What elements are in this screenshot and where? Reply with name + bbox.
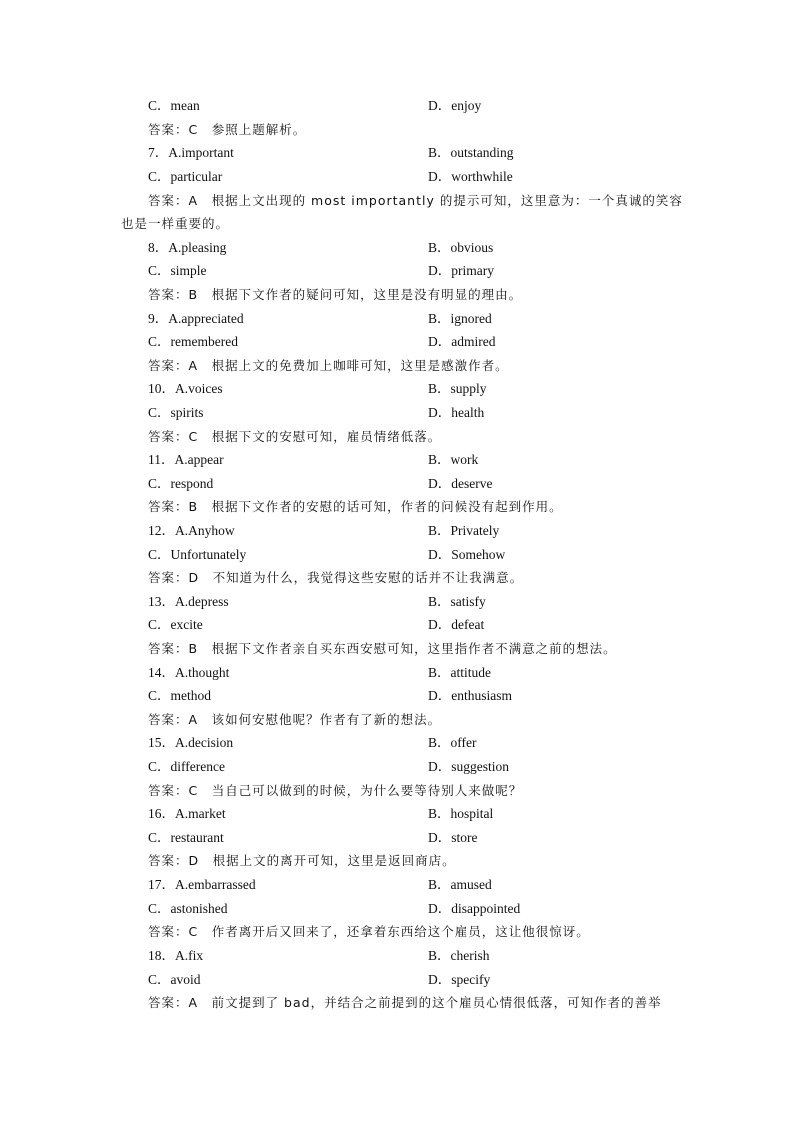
- answer-text: C 根据下文的安慰可知，雇员情绪低落。: [188, 429, 442, 444]
- answer-line: [148, 428, 674, 446]
- answer-label: 答案：: [148, 429, 189, 444]
- option-right: B．amused: [428, 877, 492, 892]
- option-left: C．method: [148, 688, 211, 703]
- answer-line: [148, 852, 674, 870]
- answer-line: [148, 192, 683, 210]
- answer-line: [148, 286, 674, 304]
- option-right: D．defeat: [428, 617, 485, 632]
- option-left: C．mean: [148, 98, 200, 113]
- option-left: C．remembered: [148, 334, 238, 349]
- option-left: 12．A.Anyhow: [148, 523, 235, 538]
- answer-text: D 根据上文的离开可知，这里是返回商店。: [188, 853, 456, 868]
- option-right: D．specify: [428, 972, 491, 987]
- option-left: C．difference: [148, 759, 225, 774]
- option-left: 11．A.appear: [148, 452, 224, 467]
- option-left: C．astonished: [148, 901, 228, 916]
- answer-line: [148, 994, 674, 1012]
- answer-text: B 根据下文作者的安慰的话可知，作者的问候没有起到作用。: [188, 499, 563, 514]
- option-left: C．spirits: [148, 405, 204, 420]
- option-left: 9．A.appreciated: [148, 311, 244, 326]
- option-right: D．health: [428, 405, 485, 420]
- answer-label: 答案：: [148, 924, 189, 939]
- option-right: B．Privately: [428, 523, 500, 538]
- option-left: 10．A.voices: [148, 381, 223, 396]
- answer-text: D 不知道为什么，我觉得这些安慰的话并不让我满意。: [188, 570, 524, 585]
- option-right: B．obvious: [428, 240, 494, 255]
- answer-text: A 根据上文的免费加上咖啡可知，这里是感激作者。: [188, 358, 509, 373]
- answer-line: [148, 782, 674, 800]
- answer-text: B 根据下文作者的疑问可知，这里是没有明显的理由。: [188, 287, 523, 302]
- answer-text: A 根据上文出现的 most importantly 的提示可知，这里意为：一个真诚的笑容: [188, 193, 683, 208]
- option-left: C．respond: [148, 476, 214, 491]
- answer-label: 答案：: [148, 358, 189, 373]
- answer-label: 答案：: [148, 641, 189, 656]
- answer-line: [148, 640, 674, 658]
- option-right: B．cherish: [428, 948, 490, 963]
- option-left: C．restaurant: [148, 830, 224, 845]
- answer-label: 答案：: [148, 499, 189, 514]
- option-left: C．excite: [148, 617, 203, 632]
- option-left: C．Unfortunately: [148, 547, 247, 562]
- option-right: D．admired: [428, 334, 496, 349]
- answer-label: 答案：: [148, 193, 189, 208]
- answer-text: A 该如何安慰他呢？作者有了新的想法。: [188, 712, 442, 727]
- answer-label: 答案：: [148, 783, 189, 798]
- answer-line: [148, 711, 674, 729]
- option-right: D．store: [428, 830, 478, 845]
- option-right: B．satisfy: [428, 594, 486, 609]
- answer-label: 答案：: [148, 853, 189, 868]
- answer-label: 答案：: [148, 287, 189, 302]
- answer-line: [148, 498, 674, 516]
- option-left: 15．A.decision: [148, 735, 234, 750]
- answer-text: C 参照上题解析。: [188, 122, 307, 137]
- option-right: B．hospital: [428, 806, 494, 821]
- option-right: D．deserve: [428, 476, 493, 491]
- option-left: 13．A.depress: [148, 594, 229, 609]
- option-right: B．attitude: [428, 665, 491, 680]
- answer-line: [148, 569, 674, 587]
- answer-label: 答案：: [148, 995, 189, 1010]
- option-left: C．particular: [148, 169, 223, 184]
- answer-text: C 作者离开后又回来了，还拿着东西给这个雇员，这让他很惊讶。: [188, 924, 590, 939]
- option-left: 18．A.fix: [148, 948, 204, 963]
- option-right: D．enthusiasm: [428, 688, 512, 703]
- option-right: D．enjoy: [428, 98, 482, 113]
- answer-line: [148, 923, 674, 941]
- answer-text: C 当自己可以做到的时候，为什么要等待别人来做呢？: [188, 783, 523, 798]
- answer-line: [148, 357, 674, 375]
- answer-label: 答案：: [148, 712, 189, 727]
- option-right: D．suggestion: [428, 759, 509, 774]
- option-right: D．disappointed: [428, 901, 521, 916]
- option-left: C．simple: [148, 263, 207, 278]
- option-left: 8．A.pleasing: [148, 240, 227, 255]
- answer-text: B 根据下文作者亲自买东西安慰可知，这里指作者不满意之前的想法。: [188, 641, 617, 656]
- option-left: C．avoid: [148, 972, 201, 987]
- option-right: B．work: [428, 452, 479, 467]
- option-right: D．Somehow: [428, 547, 506, 562]
- option-right: B．ignored: [428, 311, 492, 326]
- option-right: B．supply: [428, 381, 487, 396]
- option-left: 16．A.market: [148, 806, 226, 821]
- option-right: B．outstanding: [428, 145, 514, 160]
- answer-label: 答案：: [148, 570, 189, 585]
- answer-text: A 前文提到了 bad，并结合之前提到的这个雇员心情很低落，可知作者的善举: [188, 995, 662, 1010]
- option-left: 17．A.embarrassed: [148, 877, 256, 892]
- option-left: 7．A.important: [148, 145, 234, 160]
- answer-continuation: 也是一样重要的。: [121, 216, 230, 231]
- option-right: D．primary: [428, 263, 494, 278]
- option-right: D．worthwhile: [428, 169, 513, 184]
- answer-line: [148, 121, 674, 139]
- answer-label: 答案：: [148, 122, 189, 137]
- option-left: 14．A.thought: [148, 665, 230, 680]
- option-right: B．offer: [428, 735, 477, 750]
